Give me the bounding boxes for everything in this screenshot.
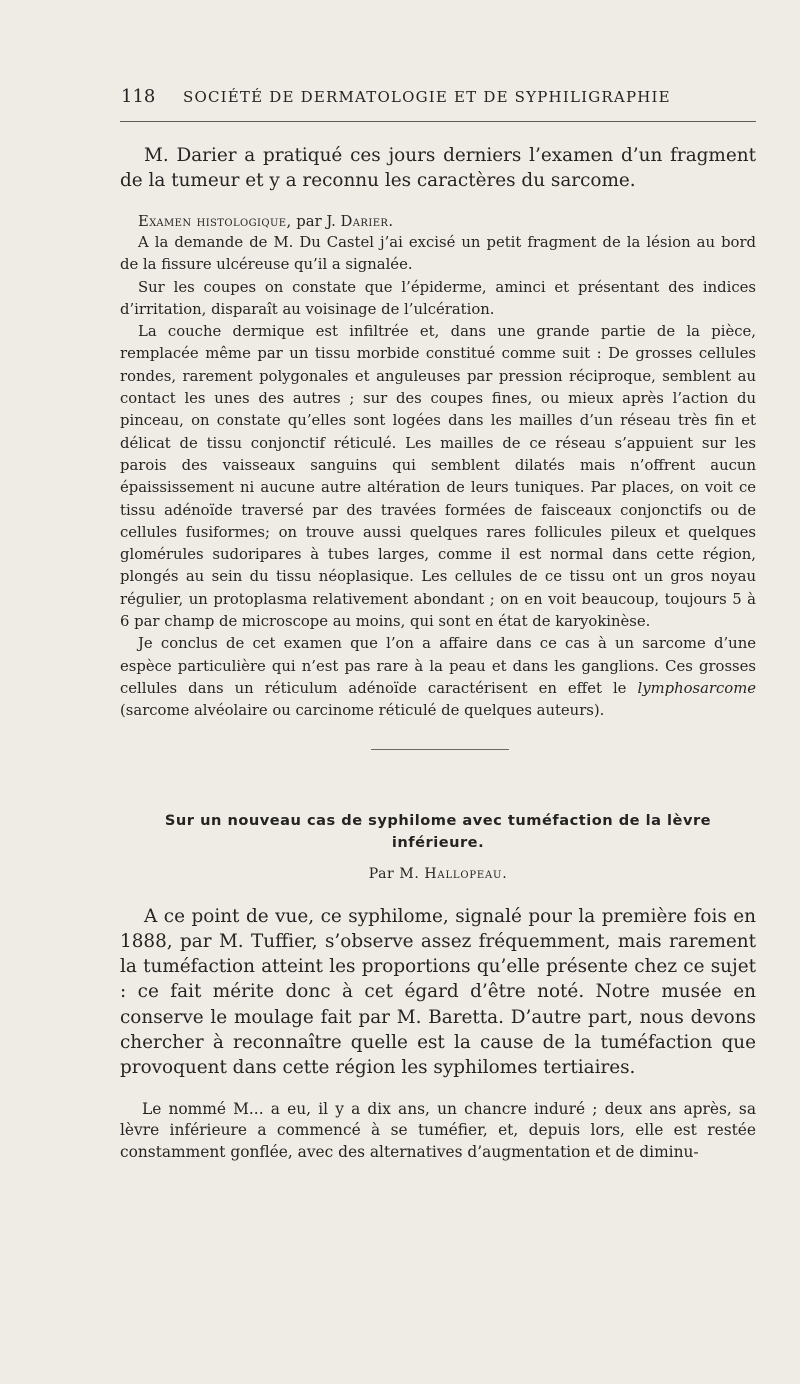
exam-paragraph-text: Sur les coupes on constate que l’épiderme, aminci et présentant des indices d’irritation, disparaît au voisinage de l’ulcération. — [120, 278, 756, 318]
byline-author: Hallopeau — [424, 865, 503, 882]
book-page — [120, 86, 756, 1163]
byline-prefix: Par M. — [368, 865, 425, 882]
section-title-line-2: inférieure. — [391, 833, 485, 851]
section-paragraph-large — [120, 904, 756, 1081]
exam-heading-caps: Examen histologique, — [138, 213, 292, 230]
exam-paragraph — [120, 277, 756, 322]
exam-heading-author: Darier — [340, 213, 389, 230]
exam-conclusion — [120, 633, 756, 722]
exam-heading-by: par J. — [291, 213, 341, 230]
intro-text: M. Darier a pratiqué ces jours derniers l’examen d’un fragment de la tumeur et y a reconnu les caractères du sarcome. — [120, 145, 756, 191]
section-title — [120, 810, 756, 854]
exam-paragraph — [120, 232, 756, 277]
intro-paragraph — [120, 143, 756, 193]
section-paragraph-last-text: Le nommé M... a eu, il y a dix ans, un chancre induré ; deux ans après, sa lèvre inférieure a commencé à se tuméfier, et, depuis lors, elle est restée constamment gonflée, avec des alternatives d’augmentation et de diminu- — [120, 1099, 756, 1161]
conclusion-italic-term: lymphosarcome — [637, 679, 756, 697]
section-divider — [371, 749, 509, 750]
section-paragraph-last — [120, 1099, 756, 1164]
exam-paragraph — [120, 321, 756, 633]
exam-heading — [120, 211, 756, 232]
exam-heading-end: . — [388, 213, 394, 230]
conclusion-text-after: (sarcome alvéolaire ou carcinome réticulé de quelques auteurs). — [120, 702, 605, 720]
running-title: SOCIÉTÉ DE DERMATOLOGIE ET DE SYPHILIGRAPHIE — [183, 88, 671, 106]
section-title-line-1: Sur un nouveau cas de syphilome avec tuméfaction de la lèvre — [164, 811, 712, 829]
section-paragraph-large-text: A ce point de vue, ce syphilome, signalé pour la première fois en 1888, par M. Tuffier, s’observe assez fréquemment, mais rarement la tuméfaction atteint les proportions qu’elle présente chez ce sujet : ce fait mérite donc à cet égard d’être noté. Notre musée en conserve le moulage fait par M. Baretta. D’autre part, nous devons chercher à reconnaître quelle est la cause de la tuméfaction que provoquent dans cette région les syphilomes tertiaires. — [120, 905, 756, 1079]
header-rule — [120, 121, 756, 122]
byline-end: . — [502, 865, 508, 882]
page-number: 118 — [121, 86, 156, 107]
conclusion-text-before: Je conclus de cet examen que l’on a affaire dans ce cas à un sarcome d’une espèce particulière qui n’est pas rare à la peau et dans les ganglions. Ces grosses cellules dans un réticulum adénoïde caractérisent en effet le — [120, 635, 756, 697]
running-head — [120, 86, 756, 107]
exam-paragraph-text: La couche dermique est infiltrée et, dans une grande partie de la pièce, remplacée même par un tissu morbide constitué comme suit : De grosses cellules rondes, rarement polygonales et anguleuses par pression réciproque, semblent au contact les unes des autres ; sur des coupes fines, ou mieux après l’action du pinceau, on constate qu’elles sont logées dans les mailles d’un réseau très fin et délicat de tissu conjonctif réticulé. Les mailles de ce réseau s’appuient sur les parois des vaisseaux sanguins qui semblent dilatés mais n’offrent aucun épaississement ni aucune autre altération de leurs tuniques. Par places, on voit ce tissu adénoïde traversé par des travées formées de faisceaux conjonctifs ou de cellules fusiformes; on trouve aussi quelques rares follicules pileux et quelques glomérules sudoripares à tubes larges, comme il est normal dans cette région, plongés au sein du tissu néoplasique. Les cellules de ce tissu ont un gros noyau régulier, un protoplasma relativement abondant ; on en voit beaucoup, toujours 5 à 6 par champ de microscope au moins, qui sont en état de karyokinèse. — [120, 323, 756, 631]
exam-paragraph-text: A la demande de M. Du Castel j’ai excisé un petit fragment de la lésion au bord de la fissure ulcéreuse qu’il a signalée. — [120, 234, 756, 274]
byline — [120, 866, 756, 882]
